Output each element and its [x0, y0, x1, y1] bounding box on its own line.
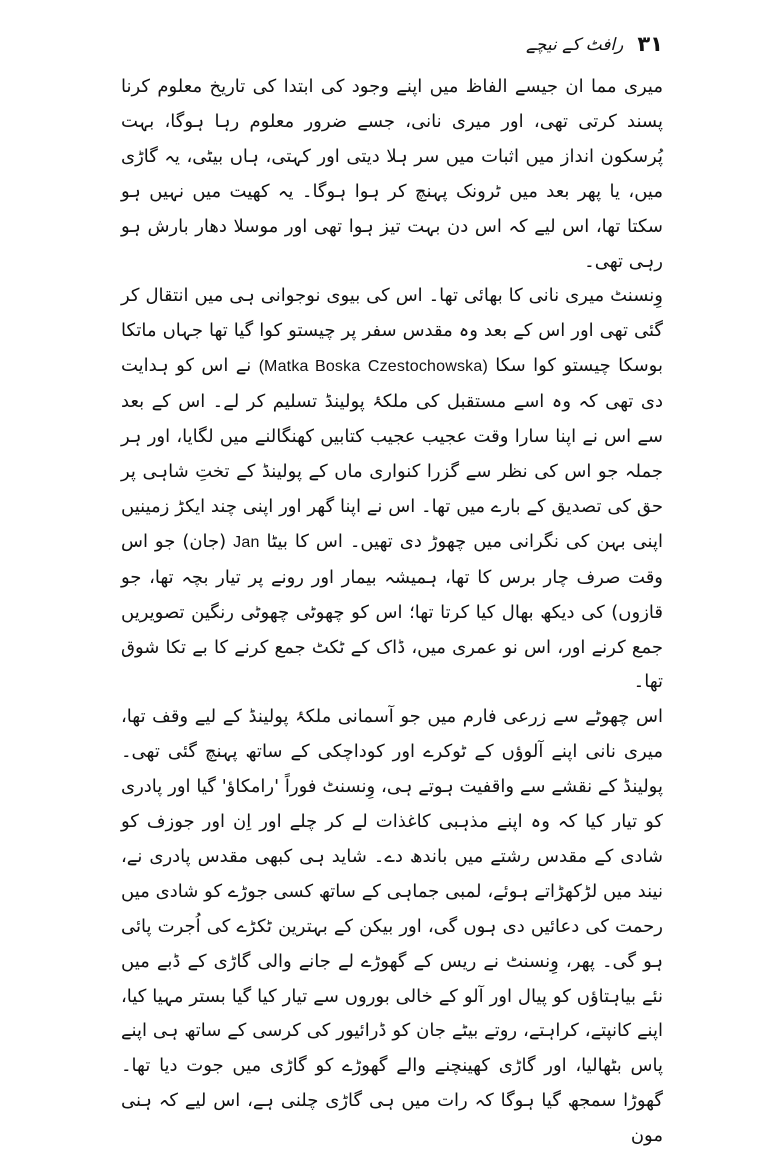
running-title: رافٹ کے نیچے — [525, 34, 624, 55]
paragraph-1: میری مما ان جیسے الفاظ میں اپنے وجود کی ابتدا کی تاریخ معلوم کرنا پسند کرتی تھی، اور میری نانی، جسے ضرور معلوم رہا ہوگا، بہت پُرسکون انداز میں اثبات میں سر ہلا دیتی اور کہتی، ہاں بیٹی، یہ گاڑی میں، یا پھر بعد میں ٹرونک پہنچ کر ہوا ہوگا۔ یہ کھیت میں نہیں ہو سکتا تھا، اس لیے کہ اس دن بہت تیز ہوا تھی اور موسلا دھار بارش ہو رہی تھی۔ — [121, 76, 663, 272]
paragraph-2 — [121, 279, 663, 700]
page-number: ۳۱ — [637, 32, 663, 56]
page-body — [121, 70, 663, 1154]
paragraph-2-part-2: نے اس کو ہدایت دی تھی کہ وہ اسے مستقبل کی ملکۂ پولینڈ تسلیم کر لے۔ اس کے بعد سے اس نے اپنا سارا وقت عجیب عجیب کتابیں کھنگالنے میں لگایا، اور ہر جملہ جو اس کی نظر سے گزرا کنواری ماں کے پولینڈ کے تختِ شاہی پر حق کی تصدیق کے بارے میں تھا۔ اس نے اپنا گھر اور اپنی چند ایکڑ زمینیں اپنی بہن کی نگرانی میں چھوڑ دی تھیں۔ اس کا بیٹا — [121, 355, 663, 552]
paragraph-2-part-3: (جان) جو اس وقت صرف چار برس کا تھا، ہمیشہ بیمار اور رونے پر تیار بچہ تھا، جو قازوں) کی دیکھ بھال کیا کرتا تھا؛ اس کو چھوٹی چھوٹی رنگین تصویریں جمع کرنے اور، اس نو عمری میں، ڈاک کے ٹکٹ جمع کرنے کا بے تکا شوق تھا۔ — [121, 530, 663, 693]
latin-term-matka-boska: (Matka Boska — [258, 358, 361, 376]
page-header — [343, 26, 663, 62]
latin-term-jan: Jan — [233, 533, 260, 551]
latin-term-czestochowska: Czestochowska) — [367, 358, 488, 376]
paragraph-2-part-1: وِنسنٹ میری نانی کا بھائی تھا۔ اس کی بیوی نوجوانی ہی میں انتقال کر گئی تھی اور اس کے بعد وہ مقدس سفر پر چیستو کوا گیا تھا جہاں ماتکا بوسکا چیستو کوا سکا — [121, 285, 663, 377]
paragraph-3: اس چھوٹے سے زرعی فارم میں جو آسمانی ملکۂ پولینڈ کے لیے وقف تھا، میری نانی اپنے آلوؤں کے ٹوکرے اور کوداچکی کے ساتھ پہنچ گئی تھی۔ پولینڈ کے نقشے سے واقفیت ہوتے ہی، وِنسنٹ فوراً 'رامکاؤ' گیا اور پادری کو تیار کیا کہ وہ اپنے مذہبی کاغذات لے کر چلے اور اِن اور جوزف کو شادی کے مقدس رشتے میں باندھ دے۔ شاید ہی کبھی مقدس پادری نے، نیند میں لڑکھڑاتے ہوئے، لمبی جماہی کے ساتھ کسی جوڑے کو شادی میں رحمت کی دعائیں دی ہوں گی، اور بیکن کے بہترین ٹکڑے کی اُجرت پائی ہو گی۔ پھر، وِنسنٹ نے ریس کے گھوڑے لے جانے والی گاڑی کے ڈبے میں نئے بیاہتاؤں کو پیال اور آلو کے خالی بوروں سے تیار کیا گیا بستر مہیا کیا، اپنے کانپتے، کراہتے، روتے بیٹے جان کو ڈرائیور کی کرسی کے ساتھ ہی اپنے پاس بٹھالیا، اور گاڑی کھینچنے والے گھوڑے کو گاڑی میں جوت دیا تھا۔ گھوڑا سمجھ گیا ہوگا کہ رات میں ہی گاڑی چلنی ہے، اس لیے کہ ہنی مون — [121, 706, 663, 1147]
